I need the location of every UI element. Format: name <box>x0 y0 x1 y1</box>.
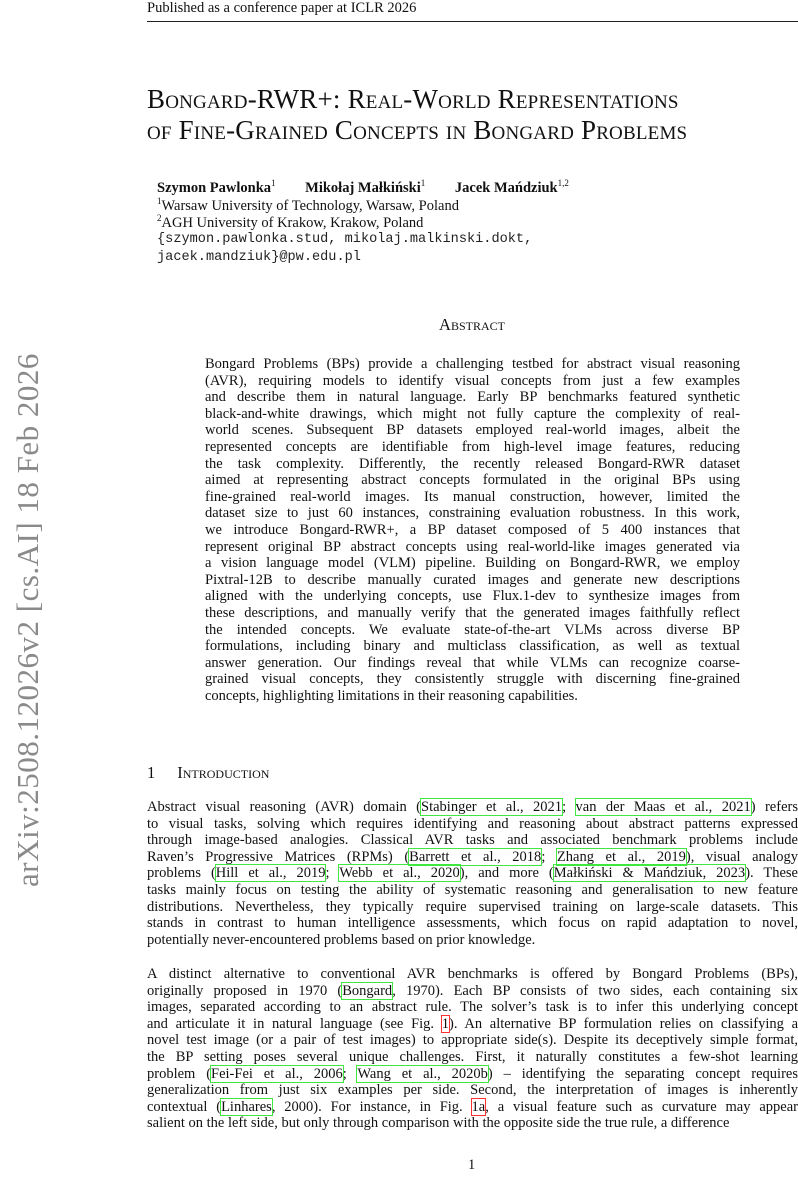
text-span: black-and-white drawings, which might not fully capture the complexity of real- <box>205 405 740 422</box>
affiliation: $^2$AGH University of Krakow, Krakow, Poland <box>157 213 424 231</box>
text-span: formulations, including binary and multiclass classification, as well as textual <box>205 638 740 655</box>
text-span: aimed at representing abstract concepts formulated in the original BPs using <box>205 472 740 489</box>
intro-paragraph-2 <box>147 966 798 1132</box>
text-line <box>147 1049 798 1066</box>
text-span: ), and more ( <box>459 865 554 882</box>
page-number: 1 <box>468 1157 476 1173</box>
text-span: Raven’s Progressive Matrices (RPMs) ( <box>147 848 410 865</box>
arxiv-stamp: arXiv:2508.12026v2 [cs.AI] 18 Feb 2026 <box>10 353 45 887</box>
text-line <box>205 572 740 589</box>
abstract-body <box>205 356 740 704</box>
text-span: ; <box>342 1065 358 1082</box>
citation-link[interactable]: Zhang et al., 2019 <box>556 848 686 865</box>
text-span: , 2000). For instance, in Fig. <box>271 1098 472 1115</box>
text-line <box>147 799 798 816</box>
citation-link[interactable]: Małkiński & Mańdziuk, 2023 <box>553 865 746 882</box>
text-span: generalization from just six examples per side. Second, the interpretation of images is inherently <box>147 1082 798 1099</box>
text-span: the task complexity. Differently, the recently released Bongard-RWR dataset <box>205 455 740 472</box>
figure-reference-link[interactable]: 1 <box>441 1015 449 1032</box>
abstract-heading: Abstract <box>439 315 505 334</box>
text-line <box>205 422 740 439</box>
text-span: ). These <box>745 865 798 882</box>
text-span: ; <box>562 799 576 815</box>
text-span: world scenes. Subsequent BP datasets employed real-world images, albeit the <box>205 422 740 439</box>
text-span: the BP setting poses several unique challenges. First, it naturally constitutes a few-shot learning <box>147 1048 798 1065</box>
text-span: fine-grained real-world images. Its manual construction, however, limited the <box>205 488 740 505</box>
text-line <box>205 472 740 489</box>
text-span: salient on the left side, but only through comparison with the opposite side the true rule, a difference <box>147 1115 730 1132</box>
text-span: tasks mainly focus on testing the ability of systematic reasoning and generalisation to new feature <box>147 881 798 898</box>
text-line <box>147 932 798 949</box>
text-line <box>205 522 740 539</box>
text-span: represent original BP abstract concepts using real-world-like images generated via <box>205 538 740 555</box>
text-line <box>205 605 740 622</box>
figure-reference-link[interactable]: 1a <box>471 1098 486 1115</box>
text-line <box>205 655 740 672</box>
text-line <box>205 373 740 390</box>
running-header: Published as a conference paper at ICLR 2026 <box>147 0 417 16</box>
text-span: ). An alternative BP formulation relies on classifying a <box>449 1015 798 1032</box>
citation-link[interactable]: Webb et al., 2020 <box>339 865 460 882</box>
text-span: problem ( <box>147 1065 212 1082</box>
text-span: (AVR), requiring models to identify visual concepts from just a few examples <box>205 372 740 389</box>
text-span: and articulate it in natural language (see Fig. <box>147 1015 442 1032</box>
text-span: and describe them in natural language. Early BP benchmarks featured synthetic <box>205 389 740 406</box>
text-line <box>147 915 798 932</box>
author-list <box>157 178 595 197</box>
intro-paragraph-1 <box>147 799 798 948</box>
text-span: answer generation. Our findings reveal that while VLMs can recognize coarse- <box>205 654 740 671</box>
text-span: concepts, highlighting limitations in their reasoning capabilities. <box>205 687 578 704</box>
email-line: {szymon.pawlonka.stud, mikolaj.malkinski.dokt, <box>157 232 533 247</box>
text-line <box>147 882 798 899</box>
text-line <box>147 1016 798 1033</box>
affiliation: $^1$Warsaw University of Technology, Warsaw, Poland <box>157 196 459 214</box>
text-span: images, separated according to an abstract rule. The solver’s task is to infer this underlying concept <box>147 999 798 1016</box>
text-span: ) – identifying the separating concept requires <box>487 1065 798 1082</box>
citation-link[interactable]: Hill et al., 2019 <box>215 865 326 882</box>
text-span: Bongard Problems (BPs) provide a challenging testbed for abstract visual reasoning <box>205 356 740 372</box>
text-line <box>205 489 740 506</box>
text-line <box>147 1082 798 1099</box>
citation-link[interactable]: Stabinger et al., 2021 <box>421 799 563 815</box>
text-line <box>205 456 740 473</box>
text-span: , 1970). Each BP consists of two sides, each containing six <box>392 982 798 999</box>
email-line: jacek.mandziuk}@pw.edu.pl <box>157 250 361 265</box>
text-line <box>147 832 798 849</box>
text-span: we introduce Bongard-RWR+, a BP dataset composed of 5 400 instances that <box>205 521 740 538</box>
text-span: distributions. Nevertheless, they typically require supervised training on large-scale datasets. This <box>147 898 798 915</box>
text-line <box>205 622 740 639</box>
text-line <box>205 638 740 655</box>
text-span: represented concepts are identifiable from high-level image features, reducing <box>205 438 740 455</box>
text-line <box>205 356 740 373</box>
citation-link[interactable]: Linhares <box>221 1098 272 1115</box>
citation-link[interactable]: van der Maas et al., 2021 <box>575 799 751 815</box>
text-line <box>147 849 798 866</box>
citation-link[interactable]: Wang et al., 2020b <box>357 1065 488 1082</box>
citation-link[interactable]: Bongard <box>342 982 393 999</box>
header-rule <box>147 21 798 22</box>
text-span: ; <box>541 848 557 865</box>
text-span: through image-based analogies. Classical AVR tasks and associated benchmark problems include <box>147 832 798 849</box>
text-line <box>147 865 798 882</box>
text-span: stands in contrast to human intelligence assessments, which focus on rapid adaptation to novel, <box>147 915 798 932</box>
text-line <box>205 539 740 556</box>
paper-title-line-1: Bongard-RWR+: Real-World Representations <box>147 84 679 114</box>
text-line <box>147 1099 798 1116</box>
text-line <box>147 983 798 1000</box>
text-line <box>147 1115 798 1132</box>
text-span: contextual ( <box>147 1098 222 1115</box>
text-span: ; <box>325 865 340 882</box>
text-span: potentially never-encountered problems based on prior knowledge. <box>147 931 536 948</box>
text-line <box>147 816 798 833</box>
text-span: Pixtral-12B to describe manually curated images and generate new descriptions <box>205 571 740 588</box>
text-line <box>205 406 740 423</box>
text-line <box>147 899 798 916</box>
paper-title-line-2: of Fine-Grained Concepts in Bongard Problems <box>147 115 688 145</box>
text-span: the intended concepts. We evaluate state-of-the-art VLMs across diverse BP <box>205 621 740 638</box>
text-span: novel test image (or a pair of test images) to appropriate side(s). Despite its deceptively simple format, <box>147 1032 798 1049</box>
text-line <box>205 588 740 605</box>
text-span: , a visual feature such as curvature may appear <box>485 1098 798 1115</box>
text-line <box>205 505 740 522</box>
text-line <box>205 555 740 572</box>
text-span: a vision language model (VLM) pipeline. Building on Bongard-RWR, we employ <box>205 555 740 572</box>
section-heading-introduction: 1 Introduction <box>147 763 270 782</box>
citation-link[interactable]: Fei-Fei et al., 2006 <box>211 1065 343 1082</box>
text-line <box>205 389 740 406</box>
text-span: aligned with the underlying concepts, use Flux.1-dev to synthesize images from <box>205 588 740 605</box>
text-line <box>205 671 740 688</box>
text-span: to visual tasks, solving which requires identifying and reasoning about abstract patterns expressed <box>147 815 798 832</box>
text-span: Abstract visual reasoning (AVR) domain ( <box>147 799 422 815</box>
author: Jacek Mańdziuk$^{1,2}$ <box>454 178 569 196</box>
text-span: A distinct alternative to conventional AVR benchmarks is offered by Bongard Problems (BPs), <box>147 966 798 982</box>
text-span: originally proposed in 1970 ( <box>147 982 343 999</box>
text-span: ), visual analogy <box>685 848 798 865</box>
text-span: problems ( <box>147 865 216 882</box>
text-line <box>205 439 740 456</box>
text-span: these descriptions, and manually verify that the generated images faithfully reflect <box>205 604 740 621</box>
author: Szymon Pawlonka$^1$ <box>157 178 276 196</box>
text-line <box>147 999 798 1016</box>
text-line <box>147 966 798 983</box>
text-line <box>147 1066 798 1083</box>
text-line <box>147 1032 798 1049</box>
text-span: dataset size to just 60 instances, constraining evaluation robustness. In this work, <box>205 505 740 522</box>
text-span: grained visual concepts, they consistently struggle with discerning fine-grained <box>205 671 740 688</box>
text-span: ) refers <box>750 799 798 815</box>
author: Mikołaj Małkiński$^1$ <box>305 178 426 196</box>
citation-link[interactable]: Barrett et al., 2018 <box>409 848 542 865</box>
text-line <box>205 688 740 705</box>
